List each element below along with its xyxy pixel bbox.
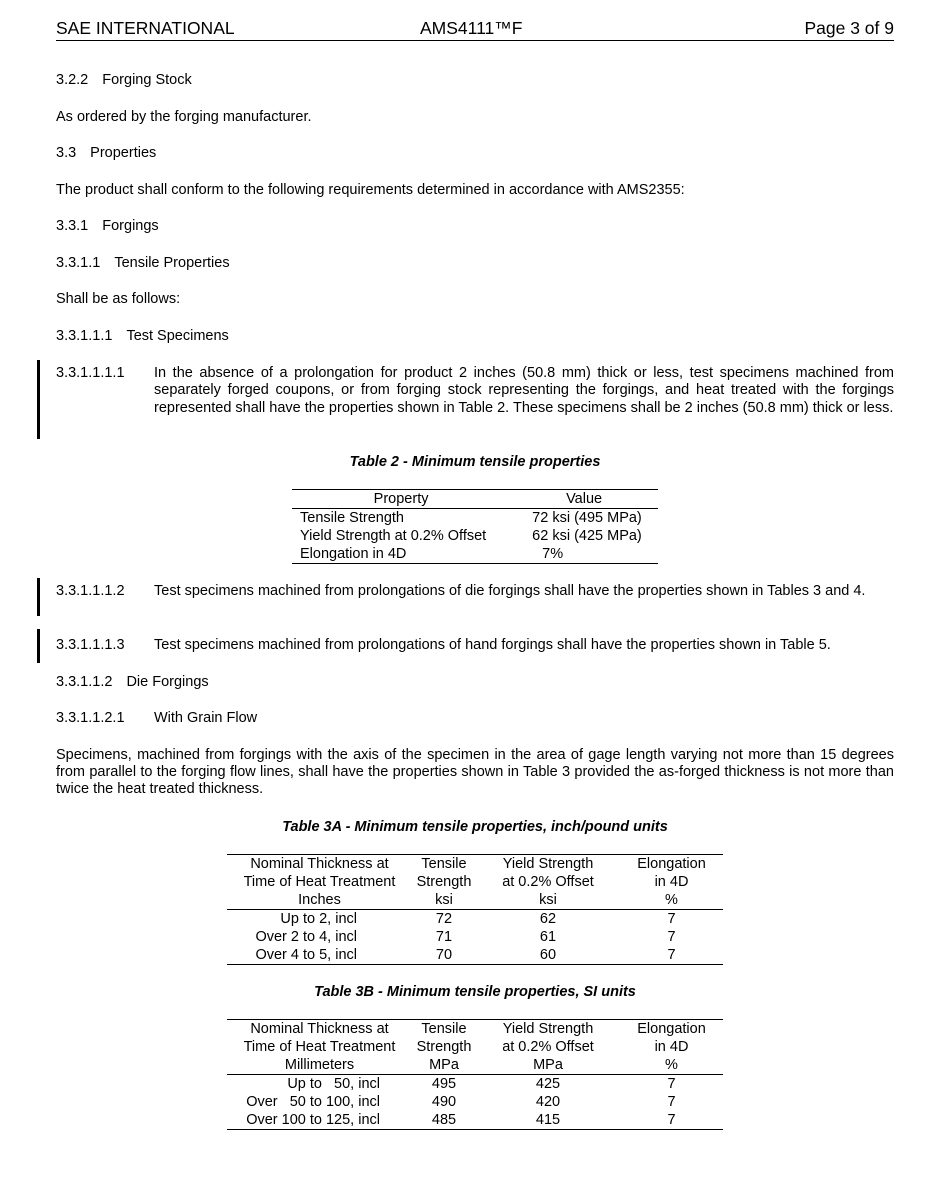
table-3b: [227, 1019, 723, 1130]
paragraph: In the absence of a prolongation for product 2 inches (50.8 mm) thick or less, test specimens machined from separately forged coupons, or from forging stock representing the forgings, and heat treated with the forgings represented shall have the properties shown in Table 2. These specimens shall be 2 inches (50.8 mm) thick or less.: [154, 365, 894, 416]
section-heading-3-3-1: [56, 218, 159, 235]
table-cell: 72: [435, 911, 453, 927]
table-header: at 0.2% Offset: [502, 1039, 594, 1055]
table-cell: 71: [435, 929, 453, 945]
table-3b-caption: Table 3B - Minimum tensile properties, SI units: [314, 984, 636, 1000]
section-heading-3-3: [56, 145, 156, 162]
table-header: Strength: [416, 1039, 472, 1055]
table-header: Yield Strength: [502, 1021, 594, 1037]
table-header: Strength: [416, 874, 472, 890]
table-header: Elongation: [637, 1021, 706, 1037]
table-cell: Over 4 to 5, incl: [255, 947, 357, 963]
table-cell: 415: [535, 1112, 561, 1128]
section-number: 3.2.2: [56, 72, 89, 88]
table-cell: 61: [539, 929, 557, 945]
table-cell: 485: [431, 1112, 457, 1128]
section-number: 3.3.1.1: [56, 255, 101, 271]
table-cell: Elongation in 4D: [300, 546, 407, 562]
section-number: 3.3.1: [56, 218, 89, 234]
header-doc-id: AMS4111™F: [420, 18, 523, 38]
table-cell: 420: [535, 1094, 561, 1110]
table-cell: 7: [667, 911, 676, 927]
table-cell: 490: [431, 1094, 457, 1110]
section-title: Forgings: [102, 218, 159, 234]
table-cell: 7: [667, 1112, 676, 1128]
table-2: [292, 489, 658, 564]
table-cell: Tensile Strength: [300, 510, 404, 526]
page-header: [56, 18, 894, 41]
revision-bar: [37, 360, 40, 439]
header-org: SAE INTERNATIONAL: [56, 18, 235, 38]
table-cell: 7: [667, 1076, 676, 1092]
table-header: Time of Heat Treatment: [243, 1039, 396, 1055]
table-cell: Up to 2, incl: [280, 911, 357, 927]
table-cell: Over 2 to 4, incl: [255, 929, 357, 945]
table-cell: 7: [667, 929, 676, 945]
table-cell: Up to 50, incl: [287, 1076, 380, 1092]
revision-bar: [37, 578, 40, 616]
section-title: With Grain Flow: [154, 710, 258, 726]
table-cell: Over 100 to 125, incl: [246, 1112, 380, 1128]
section-number: 3.3.1.1.1.1: [56, 365, 125, 381]
table-header: ksi: [412, 891, 476, 910]
paragraph: Specimens, machined from forgings with the axis of the specimen in the area of gage length varying not more than 15 degrees from parallel to the forging flow lines, shall have the properties shown in Table 3 provided the as-forged thickness is not more than twice the heat treated thickness.: [56, 747, 894, 797]
table-header: Tensile: [421, 1021, 467, 1037]
table-cell: 495: [431, 1076, 457, 1092]
table-header: Tensile: [421, 856, 467, 872]
table-cell: 7: [667, 947, 676, 963]
table-header: Millimeters: [227, 1056, 412, 1075]
section-title: Test Specimens: [126, 328, 229, 344]
paragraph: Test specimens machined from prolongations of die forgings shall have the properties shown in Tables 3 and 4.: [154, 583, 866, 599]
table-header: Value: [510, 490, 658, 509]
table-header: in 4D: [654, 874, 689, 890]
table-header: %: [620, 1056, 723, 1075]
table-cell: Over 50 to 100, incl: [246, 1094, 380, 1110]
table-header: at 0.2% Offset: [502, 874, 594, 890]
paragraph: As ordered by the forging manufacturer.: [56, 109, 312, 125]
table-header: Inches: [227, 891, 412, 910]
section-heading-3-3-1-1-2: [56, 674, 209, 691]
table-3a: [227, 854, 723, 965]
table-header: Nominal Thickness at: [250, 856, 389, 872]
table-header: Yield Strength: [502, 856, 594, 872]
table-row: [227, 928, 723, 946]
section-title: Properties: [90, 145, 157, 161]
table-row: [227, 1093, 723, 1111]
section-title: Die Forgings: [126, 674, 209, 690]
section-number: 3.3: [56, 145, 77, 161]
section-number: 3.3.1.1.2.1: [56, 710, 125, 726]
table-row: [292, 527, 658, 545]
table-row: [292, 509, 658, 528]
table-cell: Yield Strength at 0.2% Offset: [300, 528, 487, 544]
table-row: [227, 1075, 723, 1094]
table-cell: 62 ksi (425 MPa): [532, 528, 642, 544]
table-cell: 70: [435, 947, 453, 963]
table-header: Elongation: [637, 856, 706, 872]
section-number: 3.3.1.1.1.3: [56, 637, 125, 653]
table-header: ksi: [476, 891, 620, 910]
table-header: Time of Heat Treatment: [243, 874, 396, 890]
table-cell: 72 ksi (495 MPa): [532, 510, 642, 526]
header-page-number: Page 3 of 9: [804, 18, 894, 38]
section-title: Forging Stock: [102, 72, 192, 88]
section-heading-3-3-1-1: [56, 255, 230, 272]
table-row: [227, 1111, 723, 1130]
section-heading-3-2-2: [56, 72, 192, 89]
section-heading-3-3-1-1-1: [56, 328, 229, 345]
section-number: 3.3.1.1.2: [56, 674, 113, 690]
table-cell: 425: [535, 1076, 561, 1092]
table-row: [227, 946, 723, 965]
table-header: Property: [292, 490, 510, 509]
table-cell: 7: [667, 1094, 676, 1110]
table-header: Nominal Thickness at: [250, 1021, 389, 1037]
table-3a-caption: Table 3A - Minimum tensile properties, inch/pound units: [282, 819, 668, 835]
table-cell: 7%: [542, 546, 564, 562]
table-header: MPa: [412, 1056, 476, 1075]
paragraph: Shall be as follows:: [56, 291, 181, 307]
table-2-caption: Table 2 - Minimum tensile properties: [349, 454, 601, 470]
table-header: %: [620, 891, 723, 910]
table-cell: 60: [539, 947, 557, 963]
table-header: in 4D: [654, 1039, 689, 1055]
section-number: 3.3.1.1.1: [56, 328, 113, 344]
revision-bar: [37, 629, 40, 663]
table-row: [227, 910, 723, 929]
paragraph: Test specimens machined from prolongations of hand forgings shall have the properties shown in Table 5.: [154, 637, 831, 653]
table-row: [292, 545, 658, 564]
section-number: 3.3.1.1.1.2: [56, 583, 125, 599]
table-header: MPa: [476, 1056, 620, 1075]
paragraph: The product shall conform to the following requirements determined in accordance with AMS2355:: [56, 182, 685, 198]
table-cell: 62: [539, 911, 557, 927]
section-title: Tensile Properties: [114, 255, 230, 271]
